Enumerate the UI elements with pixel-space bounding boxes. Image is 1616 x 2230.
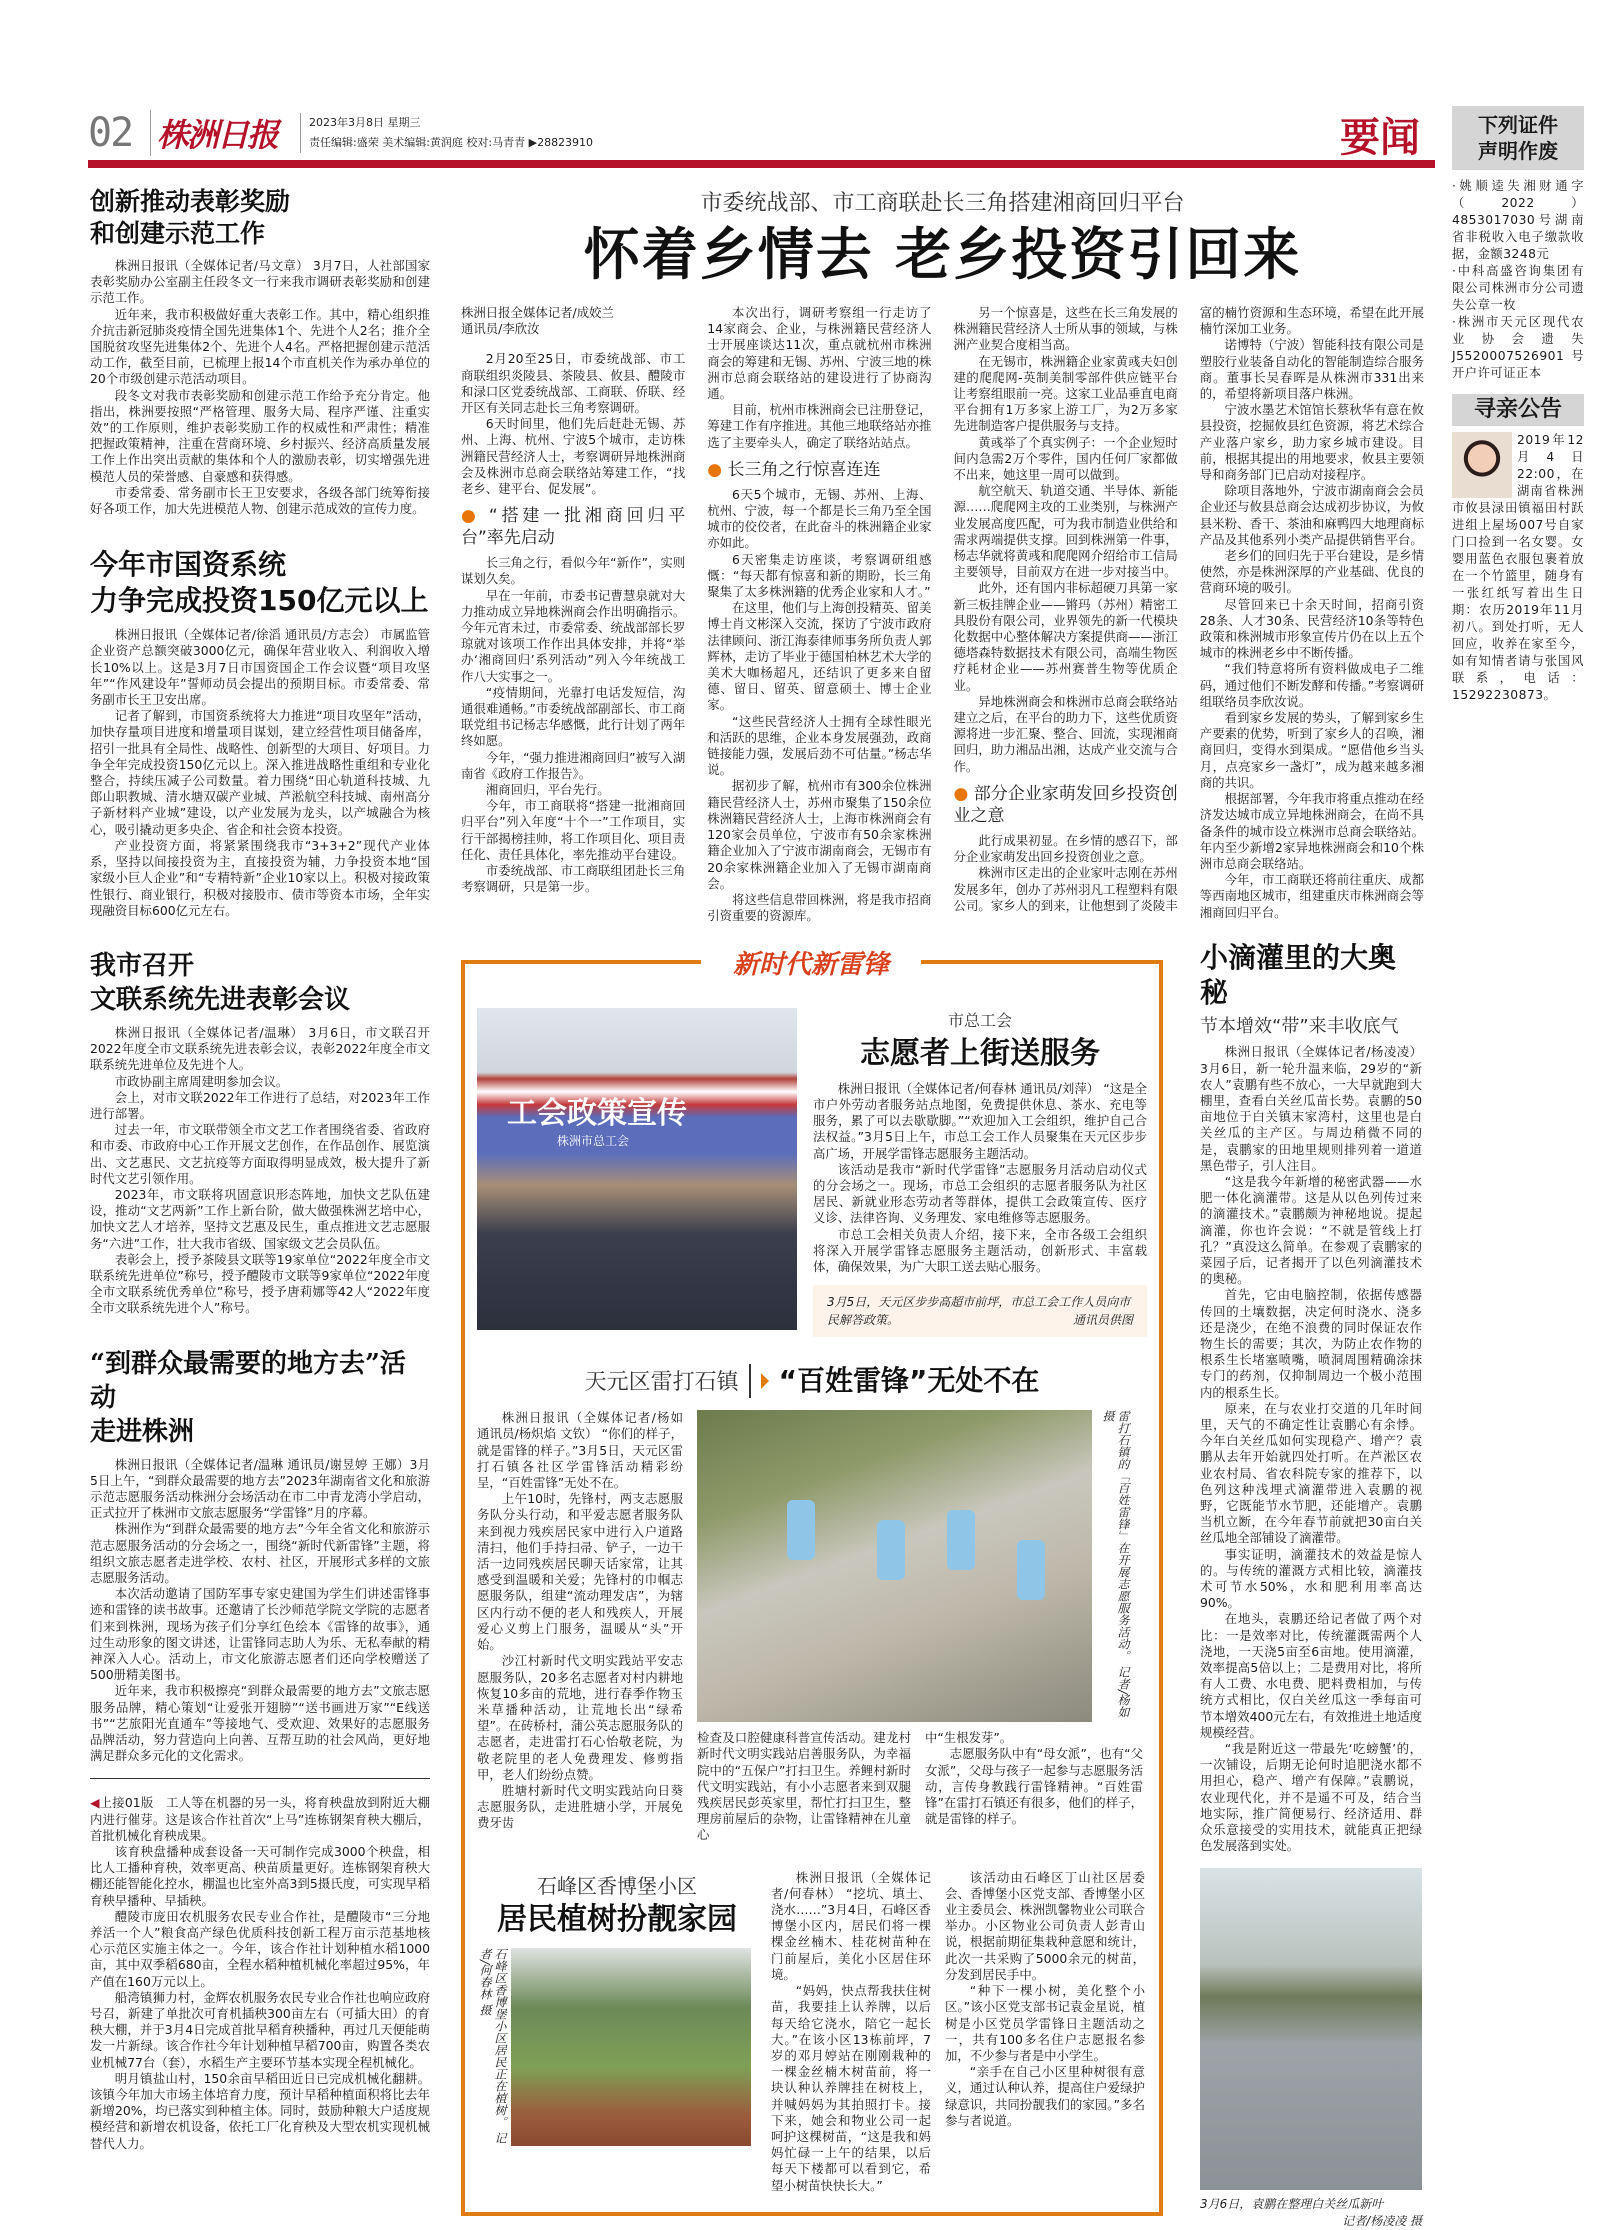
article-body [90, 258, 430, 517]
paragraph: 该活动由石峰区丁山社区居委会、香博堡小区党支部、香博堡小区业主委员会、株洲凯馨物业公司联合举办。小区物业公司负责人彭青山说，根据前期征集栽种意愿和统计，此次一共采购了5000余元的树苗，分发到居民手中。 [945, 1869, 1145, 1982]
leifeng-feature-frame [461, 950, 1163, 2215]
divider [749, 1364, 751, 1398]
paragraph: 诺博特（宁波）智能科技有限公司是塑胶行业装备自动化的智能制造综合服务商。董事长吴春晖是从株洲市331出来的，希望将新项目落户株洲。 [1199, 337, 1424, 402]
main-area [461, 186, 1424, 2230]
bullet-dot-icon: ● [953, 783, 974, 804]
photo-caption: 雷打石镇的「百姓雷锋」在开展志愿服务活动。 记者/杨如 摄 [1101, 1410, 1130, 1719]
jump-line: ◀上接01版 工人等在机器的另一头，将育秧盘放到附近大棚内进行催芽。这是该合作社首次“上马”连栋钢架育秧大棚后，首批机械化育秧成果。 [90, 1795, 431, 1843]
paragraph: 该育秧盘播种成套设备一天可制作完成3000个秧盘，相比人工播种育秧，效率更高、秧苗质量更好。连栋钢架育秧大棚还能智能化控水，棚温也比室外高3到5摄氏度，可实现早稻育秧早播种、早插秧。 [90, 1844, 430, 1908]
paragraph: 船湾镇狮力村，金辉农机服务农民专业合作社也响应政府号召，新建了单批次可育机插秧300亩左右（可插大田）的育秧大棚，并于3月4日完成首批早稻育秧播种，再过几天便能萌发一片新绿。该合作社今年计划种植早稻700亩，购置各类农业机械77台（套），水稻生产主要环节基本实现全程机械化。 [90, 1989, 430, 2070]
paragraph: ·中科高盛咨询集团有限公司株洲市分公司遗失公章一枚 [1452, 264, 1584, 312]
paragraph: 此行成果初显。在乡情的感召下，部分企业家萌发出回乡投资创业之意。 [953, 832, 1178, 865]
paragraph: 事实证明，滴灌技术的效益是惊人的。与传统的灌溉方式相比较，滴灌技术可节水50%，水和肥利用率高达90%。 [1200, 1546, 1422, 1611]
paragraph: “这是我今年新增的秘密武器——水肥一体化滴灌带。这是从以色列传过来的滴灌技术。”袁鹏颇为神秘地说。提起滴灌，你也许会说：“不就是管线上打孔？”真没这么简单。在参观了袁鹏家的菜园子后，记者揭开了以色列滴灌技术的奥秘。 [1200, 1173, 1422, 1287]
paragraph: 今年，市工商联将“搭建一批湘商回归平台”列入年度“十个一”工作项目，实行干部揭榜挂帅，将工作项目化、项目责任化、责任具体化，率先推动平台建设。 [461, 798, 686, 862]
paragraph: 上午10时，先锋村，两支志愿服务队分头行动，和平爱志愿者服务队来到视力残疾居民家中进行入户道路清扫，他们手持扫帚、铲子，一边干活一边同残疾居民聊天话家常，让其感受到温暖和关爱；先锋村的巾帼志愿服务队，组建“流动理发店”，为辖区内行动不便的老人和残疾人，开展爱心义剪上门服务，温暖从“头”开始。 [477, 1491, 683, 1653]
paragraph: 过去一年，市文联带领全市文艺工作者围绕省委、省政府和市委、市政府中心工作开展文艺创作，在作品创作、展览演出、文艺惠民、文艺抗疫等方面取得明显成效，极大提升了新时代文艺引领作用。 [90, 1122, 430, 1186]
issue-date: 2023年3月8日 星期三 [309, 116, 421, 129]
paragraph: 根据部署，今年我市将重点推动在经济发达城市成立异地株洲商会，在尚不具备条件的城市设立株洲市总商会联络站。年内至少新增2家异地株洲商会和10个株洲市总商会联络站。 [1199, 791, 1424, 871]
paragraph: 早在一年前，市委书记曹慧泉就对大力推动成立异地株洲商会作出明确指示。今年元宵未过，市委常委、统战部部长罗琼就对该项工作作出具体安排，并将“举办‘湘商回归’系列活动”列入今年统战工作八大实事之一。 [461, 587, 686, 684]
tree-kicker: 石峰区香博堡小区 [537, 1873, 697, 1898]
paragraph: 胜塘村新时代文明实践站向日葵志愿服务队，走进胜塘小学，开展免费牙齿 [477, 1782, 683, 1831]
paragraph: 株洲日报讯（全媒体记者/徐滔 通讯员/方志会） 市属监管企业资产总额突破3000亿元，确保年营业收入、利润收入增长10%以上。这是3月7日市国资国企工作会议暨“项目攻坚年”“作风建设年”誓师动员会提出的预期目标。市委常委、常务副市长王卫安出席。 [90, 627, 430, 708]
paragraph: 在地头，袁鹏还给记者做了两个对比：一是效率对比，传统灌溉需两个人浇地，一天浇5亩至6亩地。使用滴灌，效率提高5倍以上；二是费用对比，将所有人工费、水电费、肥料费相加，与传统方式相比，仅白关丝瓜这一季每亩可节本增效400元左右，有效推进土地适度规模经营。 [1200, 1611, 1422, 1740]
paragraph: “这些民营经济人士拥有全球性眼光和活跃的思维，企业本身发展强劲，政商链接能力强，发展后劲不可估量。”杨志华说。 [707, 713, 932, 778]
left-column [90, 186, 430, 2152]
paragraph: 株洲日报讯（全媒体记者/杨凌凌） 3月6日，新一轮升温来临，29岁的“新农人”袁鹏有些不放心，一大早就跑到大棚里，查看白关丝瓜苗长势。袁鹏的50亩地位于白关镇末家湾村，这里也是白关丝瓜的主产区。与周边稍微不同的是，袁鹏家的田地里规则排列着一道道黑色带子，引人注目。 [1200, 1044, 1422, 1173]
baixing-column [925, 1730, 1143, 1843]
bullet-dot-icon: ● [707, 459, 728, 480]
paragraph: 尽管回来已十余天时间，招商引资28条、人才30条、民营经济10条等特色政策和株洲城市形象宣传片仍在以上五个城市的株洲老乡中不断传播。 [1199, 596, 1424, 661]
paragraph: 6天时间里，他们先后赶赴无锡、苏州、上海、杭州、宁波5个城市，走访株洲籍民营经济人士，考察调研异地株洲商会及株洲市总商会联络站筹建工作，“找老乡、建平台、促发展”。 [461, 416, 686, 497]
paragraph: 老乡们的回归先于平台建设，是乡情使然，亦是株洲深厚的产业基础、优良的营商环境的吸引。 [1199, 548, 1424, 596]
paragraph: 该活动是我市“新时代学雷锋”志愿服务月活动启动仪式的分会场之一。现场，市总工会组织的志愿者服务队为社区居民、新就业形态劳动者等群体，提供工会政策宣传、医疗义诊、法律咨询、义务理发、家电维修等志愿服务。 [813, 1161, 1147, 1226]
subheading: ● “搭建一批湘商回归平台”率先启动 [461, 506, 686, 549]
photo-caption: 3月6日，袁鹏在整理白关丝瓜新叶 记者/杨凌凌 摄 [1200, 2197, 1422, 2229]
paragraph: 株洲市区走出的企业家叶志刚在苏州发展多年，创办了苏州羽凡工程塑料有限公司。家乡人的到来，让他想到了炎陵丰富的楠竹资源和生态环境，希望在此开展楠竹深加工业务。 [953, 305, 1424, 913]
paragraph: 中“生根发芽”。 [925, 1730, 1013, 1746]
paragraph: 黄彧举了个真实例子：一个企业短时间内急需2万个零件，国内任何厂家都做不出来，她这里一周可以做到。 [953, 434, 1178, 483]
tree-column [945, 1870, 1145, 2129]
paragraph: 原来，在与农业打交道的几年时间里，天气的不确定性让袁鹏心有余悸。今年白关丝瓜如何实现稳产、增产？袁鹏从去年开始就四处打听。在芦淞区农业农村局、省农科院专家的推荐下，以色列这种浅埋式滴灌带进入袁鹏的视野，它既能节水节肥，还能增产。袁鹏当机立断，在今年春节前就把30亩白关丝瓜地全部铺设了滴灌带。 [1200, 1400, 1422, 1546]
paragraph: 6天5个城市，无锡、苏州、上海、杭州、宁波，每一个都是长三角乃至全国城市的佼佼者，在此奋斗的株洲籍企业家亦如此。 [707, 486, 932, 551]
paragraph: 首先，它由电脑控制，依据传感器传回的土壤数据，决定何时浇水、浇多还是浇少，在绝不浪费的同时保证农作物生长的需要；其次，为防止农作物的根系生长堵塞喷嘴，喷洞周围精确涂抹专门的药剂，仅抑制周边一个极小范围内的根系生长。 [1200, 1287, 1422, 1400]
article-title: 今年市国资系统 力争完成投资150亿元以上 [90, 548, 429, 618]
void-notice-list [1452, 178, 1584, 382]
paragraph: 市委统战部、市工商联组团赴长三角考察调研，只是第一步。 [461, 863, 686, 895]
byline: 株洲日报全媒体记者/成姣兰 通讯员/李欣汝 [461, 305, 614, 337]
greenhouse-photo [1200, 1868, 1422, 2190]
notices-column [1452, 106, 1584, 704]
subheading: ● 长三角之行惊喜连连 [707, 459, 881, 480]
paragraph: 目前，杭州市株洲商会已注册登记，筹建工作有序推进。其他三地联络站亦推选了主要牵头人，确定了联络站站点。 [707, 402, 932, 450]
sweeping-volunteers-photo [697, 1410, 1092, 1722]
divider [90, 1778, 430, 1779]
union-volunteer-photo [477, 1008, 797, 1330]
baixing-column [697, 1730, 911, 1843]
paragraph: 另一个惊喜是，这些在长三角发展的株洲籍民营经济人士所从事的领域，与株洲产业契合度相当高。 [953, 305, 1178, 353]
subheading: ● 部分企业家萌发回乡投资创业之意 [953, 783, 1178, 826]
paragraph: 志愿服务队中有“母女派”，也有“父女派”，父母与孩子一起参与志愿服务活动，言传身教践行雷锋精神。“百姓雷锋”在雷打石镇还有很多，他们的样子，就是雷锋的样子。 [925, 1746, 1143, 1827]
article-title: 创新推动表彰奖励 和创建示范工作 [90, 187, 291, 248]
paragraph: 株洲日报讯（全媒体记者/马文章） 3月7日，人社部国家表彰奖励办公室副主任段冬文一行来我市调研表彰奖励和创建示范工作。 [90, 258, 430, 306]
paragraph: 醴陵市庞田农机服务农民专业合作社，是醴陵市“三分地养活一个人”粮食高产绿色优质科技创新工程万亩示范基地核心示范区实施主体之一。今年，该合作社计划种植水稻1000亩，其中双季稻680亩，全程水稻种植机械化率超过95%，年产值在160万元以上。 [90, 1908, 430, 1989]
paragraph: 在这里，他们与上海创投精英、留美博士肖文彬深入交流，探访了宁波市政府法律顾问、浙江海泰律师事务所负责人郭辉林，走访了毕业于德国柏林艺术大学的美术大咖杨超凡，还结识了更多来自留德、留日、留英、留意硕士、博士企业家。 [707, 600, 932, 713]
paragraph: 产业投资方面，将紧紧围绕我市“3+3+2”现代产业体系，坚持以间接投资为主，直接投资为辅，力争投资本地“国家级小巨人企业”和“专精特新”企业10家以上。积极对接政策性银行、商业银行，积极对接股市、债市等资本市场，全年实现融资目标600亿元左右。 [90, 837, 430, 918]
paragraph: 此外，还有国内非标超硬刀具第一家新三板挂牌企业——锵玛（苏州）精密工具股份有限公司，业界领先的新一代模块化数据中心整体解决方案提供商——浙江德塔森特数据技术有限公司，高端生物医疗耗材企业——苏州赛普生物等优质企业。 [953, 580, 1178, 693]
header-rule [88, 160, 1435, 168]
bullet-dot-icon: ● [461, 506, 489, 527]
paragraph: 航空航天、轨道交通、半导体、新能源……爬爬网主攻的工业类别，与株洲产业发展高度匹配，可为我市制造业供给和需求两端提供支撑。回到株洲第一件事，杨志华就将黄彧和爬爬网介绍给市工信局主要领导，目前双方在进一步对接当中。 [953, 483, 1178, 580]
leifeng-banner: 新时代新雷锋 [701, 944, 921, 982]
paragraph: 今年，“强力推进湘商回归”被写入湖南省《政府工作报告》。 [461, 749, 686, 781]
paragraph: 今年，市工商联还将前往重庆、成都等西南地区城市，组建重庆市株洲商会等湘商回归平台。 [1199, 872, 1424, 920]
paragraph: 段冬文对我市表彰奖励和创建示范工作给予充分肯定。他指出，株洲要按照“严格管理、服务大局、程序严谨、注重实效”的工作原则，维护表彰奖励工作的权威性和严肃性；精准把握政策精神，注重在营商环境、乡村振兴、经济高质量发展工作上作出突出贡献的集体和个人的激励表彰，切实增强先进模范人员的荣誉感、自豪感和获得感。 [90, 387, 430, 484]
editor-credits: 责任编辑:盛荣 美术编辑:黄润庭 校对:马青青 ▶28823910 [309, 136, 594, 149]
photo-caption: 3月5日，天元区步步高超市前坪，市总工会工作人员向市民解答政策。 通讯员供图 [813, 1285, 1147, 1337]
main-headline: 怀着乡情去 老乡投资引回来 [583, 223, 1302, 288]
tree-planting-photo [511, 1948, 751, 2146]
paragraph: 株洲日报讯（全媒体记者/何春林） “挖坑、填土、浇水……”3月4日，石峰区香博堡小区内，居民们将一棵棵金丝楠木、桂花树苗种在门前屋后，美化小区居住环境。 [771, 1869, 931, 1982]
paragraph: 市政协副主席周建明参加会议。 [114, 1073, 289, 1089]
paragraph: “我是附近这一带最先‘吃螃蟹’的，一次铺设，后期无论何时追肥浇水都不用担心，稳产、增产有保障。”袁鹏说，农业现代化，并不是遥不可及，结合当地实际，推广简便易行、经济适用、群众乐意接受的实用技术，就能真正把绿色发展落到实处。 [1200, 1741, 1422, 1854]
photo-caption: 石峰区香博堡小区居民正在植树。 记者/何春林 摄 [478, 1948, 507, 2144]
paragraph: 6天密集走访座谈，考察调研组感慨：“每天都有惊喜和新的期盼，长三角聚集了太多株洲籍的优秀企业家和人才。” [707, 551, 932, 600]
paragraph: 株洲日报讯（全媒体记者/温琳 通讯员/谢昱婷 王娜）3月5日上午，“到群众最需要的地方去”2023年湖南省文化和旅游示范志愿服务活动株洲分会场活动在市二中青龙湾小学启动，正式拉开了株洲市文旅志愿服务“学雷锋”月的序幕。 [90, 1456, 430, 1521]
paragraph: 株洲作为“到群众最需要的地方去”今年全省文化和旅游示范志愿服务活动的分会场之一，围绕“新时代新雷锋”主题，将组织文旅志愿者走进学校、农村、社区，开展形式多样的文旅志愿服务活动。 [90, 1521, 430, 1585]
issue-meta [300, 113, 593, 153]
paragraph: 近年来，我市积极做好重大表彰工作。其中，精心组织推介抗击新冠肺炎疫情全国先进集体1个、先进个人2名；推介全国脱贫攻坚先进集体2个、先进个人4名。严格把握创建示范活动工作，截至目前，已梳理上报14个市直机关作为承办单位的20个市级创建示范活动项目。 [90, 306, 430, 387]
paragraph: 表彰会上，授予茶陵县文联等19家单位“2022年度全市文联系统先进单位”称号，授予醴陵市文联等9家单位“2022年度全市文联系统优秀单位”称号，授予唐莉娜等42人“2022年度全市文联系统先进个人”称号。 [90, 1251, 430, 1316]
paragraph: 会上，对市文联2022年工作进行了总结，对2023年工作进行部署。 [90, 1089, 430, 1121]
paragraph: 株洲日报讯（全媒体记者/温琳） 3月6日，市文联召开2022年度全市文联系统先进表彰会议，表彰2022年度全市文联系统先进单位及先进个人。 [90, 1024, 430, 1073]
paragraph: 看到家乡发展的势头，了解到家乡生产要素的优势，听到了家乡人的召唤，湘商回归，变得水到渠成。“愿借他乡当头月，点亮家乡一盏灯”，成为越来越多湘商的共识。 [1199, 710, 1424, 790]
paragraph: ·株洲市天元区现代农业协会遗失J5520007526901号开户许可证正本 [1452, 315, 1584, 380]
drip-subheadline: 节本增效“带”来丰收底气 [1200, 1016, 1399, 1038]
article-body [90, 1025, 430, 1317]
drip-article-body [1200, 1044, 1422, 1854]
paragraph: 本次活动邀请了国防军事专家史建国为学生们讲述雷锋事迹和雷锋的读书故事。还邀请了长沙师范学院文学院的志愿者们来到株洲，现场为孩子们分享红色绘本《雷锋的故事》，通过生动形象的图文讲述，让雷锋同志助人为乐、无私奉献的精神深入人心。活动上，市文化旅游志愿者们还向学校赠送了500册精美图书。 [90, 1586, 430, 1683]
search-notice-title: 寻亲公告 [1452, 394, 1584, 426]
paragraph: “疫情期间，光靠打电话发短信，沟通很难通畅。”市委统战部副部长、市工商联党组书记杨志华感慨，此行计划了两年终如愿。 [461, 684, 686, 749]
arrow-right-icon [761, 1373, 769, 1389]
paragraph: ·姚顺逵失湘财通字（2022）4853017030号湖南省非税收入电子缴款收据，金额3248元 [1452, 179, 1584, 261]
paragraph: 市委常委、常务副市长王卫安要求，各级各部门统筹衔接好各项工作，加大先进模范人物、创建示范成效的宣传力度。 [90, 484, 430, 517]
drip-article [1200, 940, 1422, 2230]
paragraph: “我们特意将所有资料做成电子二维码，通过他们不断发酵和传播。”考察调研组联络员李欣汝说。 [1199, 661, 1424, 709]
photo-banner-subtext: 株洲市总工会 [557, 1134, 630, 1149]
baixing-column [477, 1410, 683, 1831]
paragraph: 异地株洲商会和株洲市总商会联络站建立之后，在平台的助力下，这些优质资源将进一步汇聚、整合、回流，实现湘商回归，助力湘品出湘，达成产业交流与合作。 [953, 693, 1178, 774]
paragraph: 本次出行，调研考察组一行走访了14家商会、企业，与株洲籍民营经济人士开展座谈达11次，重点就杭州市株洲商会的筹建和无锡、苏州、宁波三地的株洲市总商会联络站的建设进行了协商沟通。 [707, 305, 932, 402]
paragraph: 在无锡市，株洲籍企业家黄彧夫妇创建的爬爬网-英制美制零部件供应链平台让考察组眼前一亮。这家工业品垂直电商平台拥有1万多家上游工厂，为2万多家先进制造客户提供服务与支持。 [953, 353, 1178, 434]
paragraph: 长三角之行，看似今年“新作”，实则谋划久矣。 [461, 555, 686, 587]
paragraph: 近年来，我市积极擦亮“到群众最需要的地方去”文旅志愿服务品牌，精心策划“让爱张开翅膀”“送书画进万家”“E线送书”“艺旅阳光直通车”等接地气、受欢迎、效果好的志愿服务品牌活动，努力营造向上向善、互帮互助的社会风尚，更好地满足群众多元化的文化需求。 [90, 1683, 430, 1764]
baixing-kicker: 天元区雷打石镇 [584, 1370, 739, 1396]
union-headline: 志愿者上街送服务 [860, 1036, 1100, 1072]
paragraph: 明月镇盐山村，150余亩早稻田近日已完成机械化翻耕。该镇今年加大市场主体培育力度，预计早稻种植面积将比去年新增20%，均已落实到种植主体。同时，鼓励种粮大户适度规模经营和新增农机设备，依托工厂化育秧及大型农机实现机械替代人力。 [90, 2070, 430, 2151]
search-notice-text: 2019年12月4日22:00，在湖南省株洲市攸县渌田镇福田村跃进组上屋场007号自家门口捡到一名女婴。女婴用蓝色衣服包裹着放在一个竹篮里，随身有一张红纸写着出生日期：农历2019年11月初八。到处打听，无人回应，收养在家至今，如有知情者请与张国风联系，电话：15292230873。 [1452, 433, 1584, 702]
paragraph: 除项目落地外，宁波市湖南商会会员企业还与攸县总商会达成初步协议，为攸县米粉、香干、茶油和麻鸭四大地理商标产品及其他系列小类产品提供销售平台。 [1199, 483, 1424, 547]
void-notice-title: 下列证件声明作废 [1452, 106, 1584, 170]
paragraph: 宁波水墨艺术馆馆长蔡秋华有意在攸县投资，挖掘攸县红色资源，将艺术综合产业落户家乡，助力家乡城市建设。目前，根据其提出的用地要求，攸县主要领导和商务部门已启动对接程序。 [1199, 402, 1424, 483]
paragraph: 将这些信息带回株洲，将是我市招商引资重要的资源库。 [707, 891, 932, 924]
photo-banner-text: 工会政策宣传 [507, 1096, 687, 1132]
paragraph: 株洲日报讯（全媒体记者/杨如 通讯员/杨炽焰 文钦） “你们的样子，就是雷锋的样子。”3月5日，天元区雷打石镇各社区学雷锋活动精彩纷呈，“百姓雷锋”无处不在。 [477, 1410, 683, 1491]
continued-article-body [90, 1795, 430, 2151]
newspaper-logo: 株洲日报 [150, 110, 277, 156]
paragraph: 湘商回归，平台先行。 [485, 782, 610, 798]
paragraph: “种下一棵小树，美化整个小区。”该小区党支部书记袁金星说，植树是小区党员学雷锋日主题活动之一，共有100多名住户志愿报名参加，不少参与者是中小学生。 [945, 1983, 1145, 2063]
drip-headline: 小滴灌里的大奥秘 [1200, 941, 1397, 1010]
baby-photo [1452, 432, 1512, 498]
paragraph: 2月20至25日，市委统战部、市工商联组织炎陵县、茶陵县、攸县、醴陵市和渌口区党委统战部、工商联、侨联、经开区有关同志赴长三角考察调研。 [461, 351, 686, 416]
paragraph: 检查及口腔健康科普宣传活动。建龙村新时代文明实践站启善服务队，为幸福院中的“五保户”打扫卫生。养鲤村新时代文明实践站，有小小志愿者来到双腿残疾居民彭英家里，帮忙打扫卫生，整理房前屋后的杂物，让雷锋精神在儿童心 [697, 1730, 911, 1843]
tree-headline: 居民植树扮靓家园 [497, 1901, 737, 1937]
article-title: “到群众最需要的地方去”活动 走进株洲 [90, 1348, 406, 1447]
paragraph: 市总工会相关负责人介绍，接下来，全市各级工会组织将深入开展学雷锋志愿服务主题活动，创新形式、丰富载体，确保效果，为广大职工送去贴心服务。 [813, 1226, 1147, 1275]
paragraph: 株洲日报讯（全媒体记者/何春林 通讯员/刘萍） “这是全市户外劳动者服务站点地图，免费提供休息、茶水、充电等服务，累了可以去歇歇脚。”“欢迎加入工会组织，维护自己合法权益。”3月5日上午，市总工会工作人员聚集在天元区步步高广场，开展学雷锋志愿服务主题活动。 [813, 1080, 1147, 1161]
paragraph: 据初步了解，杭州市有300余位株洲籍民营经济人士，苏州市聚集了150余位株洲籍民营经济人士，上海市株洲商会有120家会员单位，宁波市有50余家株洲籍企业加入了宁波市湖南商会，无锡市有20余家株洲籍企业加入了无锡市湖南商会。 [707, 778, 932, 891]
arrow-left-icon: ◀ [90, 1795, 100, 1811]
tree-column [771, 1870, 931, 2194]
article-body [90, 1457, 430, 1765]
article-body [90, 627, 430, 919]
union-article-body [813, 1081, 1147, 1275]
main-kicker: 市委统战部、市工商联赴长三角搭建湘商回归平台 [700, 191, 1185, 216]
section-label: 要闻 [1340, 115, 1420, 161]
paragraph: “亲手在自己小区里种树很有意义，通过认种认养，提高住户爱绿护绿意识，共同扮靓我们的家园。”多名参与者说道。 [945, 2064, 1145, 2128]
paragraph: “妈妈，快点帮我扶住树苗，我要挂上认养牌，以后每天给它浇水，陪它一起长大。”在该小区13栋前坪，7岁的邓月婷站在刚刚栽种的一棵金丝楠木树苗前，将一块认种认养牌挂在树枝上，并喊妈妈为其拍照打卡。接下来，她会和物业公司一起呵护这棵树苗，“这是我和妈妈忙碌一上午的结果，以后每天下楼都可以看到它，希望小树苗快快长大。” [771, 1983, 931, 2193]
baixing-headline: “百姓雷锋”无处不在 [778, 1364, 1040, 1398]
article-title: 我市召开 文联系统先进表彰会议 [90, 950, 351, 1015]
paragraph: 沙江村新时代文明实践站平安志愿服务队，20多名志愿者对村内耕地恢复10多亩的荒地，进行春季作物玉米草播种活动，让荒地长出“绿希望”。在砖桥村，蒲公英志愿服务队的志愿者，走进雷打石心怡敬老院，为敬老院里的老人免费理发、修剪指甲，老人们纷纷点赞。 [477, 1653, 683, 1782]
page-number: 02 [88, 110, 133, 156]
paragraph: 2023年，市文联将巩固意识形态阵地，加快文艺队伍建设，推动“文艺两新”工作上新台阶，做大做强株洲艺培中心，加快文艺人才培养，坚持文艺惠及民生，重点推进文艺志愿服务“六进”工作，壮大我市省级、国家级文艺会员队伍。 [90, 1186, 430, 1251]
paragraph: 记者了解到，市国资系统将大力推进“项目攻坚年”活动，加快存量项目进度和增量项目谋划，建立经营性项目储备库，招引一批具有全局性、战略性、创新型的大项目、好项目。力争全年完成投资150亿元以上。深入推进战略性重组和专业化整合，持续压减子公司数量。着力围绕“田心轨道科技城、九郎山职教城、清水塘双碳产业城、芦淞航空科技城、南州高分子新材料产业城”建设，以产业发展为龙头，以产城融合为核心，吸引撬动更多央企、省企和社会资本投资。 [90, 708, 430, 837]
main-article-body [461, 305, 1424, 924]
union-kicker: 市总工会 [947, 1011, 1012, 1031]
